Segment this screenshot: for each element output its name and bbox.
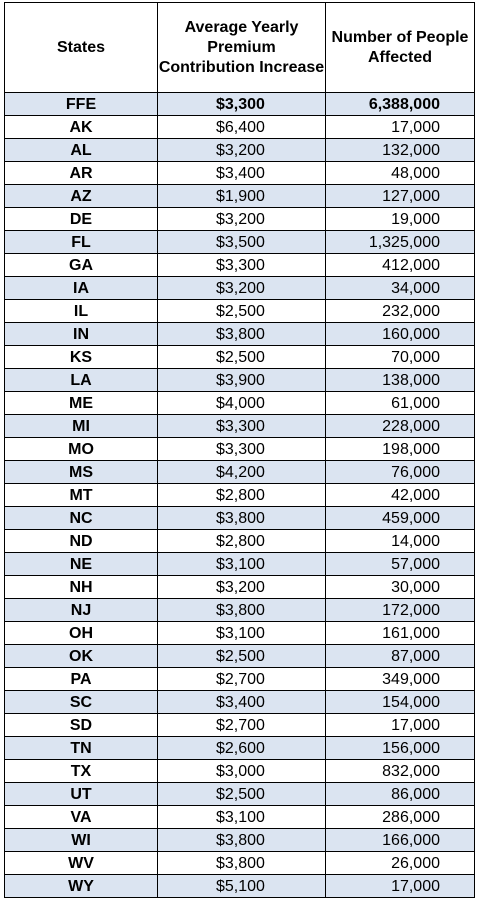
people-affected-cell: 160,000 <box>326 323 475 346</box>
table-row <box>5 93 475 116</box>
state-cell: IN <box>5 323 158 346</box>
table-row <box>5 622 475 645</box>
table-row <box>5 415 475 438</box>
people-affected-cell: 172,000 <box>326 599 475 622</box>
premium-cell: $6,400 <box>158 116 326 139</box>
state-cell: NE <box>5 553 158 576</box>
premium-cell: $2,800 <box>158 530 326 553</box>
people-affected-cell: 412,000 <box>326 254 475 277</box>
table-row <box>5 645 475 668</box>
table-row <box>5 254 475 277</box>
table-row <box>5 139 475 162</box>
table-row <box>5 599 475 622</box>
state-cell: KS <box>5 346 158 369</box>
state-cell: AZ <box>5 185 158 208</box>
premium-cell: $3,200 <box>158 277 326 300</box>
people-affected-cell: 86,000 <box>326 783 475 806</box>
table-row <box>5 369 475 392</box>
state-cell: NC <box>5 507 158 530</box>
premium-cell: $2,500 <box>158 783 326 806</box>
table-row <box>5 346 475 369</box>
people-affected-cell: 48,000 <box>326 162 475 185</box>
state-cell: SD <box>5 714 158 737</box>
people-affected-cell: 17,000 <box>326 116 475 139</box>
premium-cell: $2,700 <box>158 668 326 691</box>
table-row <box>5 783 475 806</box>
table-row <box>5 323 475 346</box>
state-cell: FL <box>5 231 158 254</box>
header-people-affected: Number of People Affected <box>326 3 475 93</box>
people-affected-cell: 138,000 <box>326 369 475 392</box>
premium-cell: $4,200 <box>158 461 326 484</box>
people-affected-cell: 34,000 <box>326 277 475 300</box>
premium-cell: $3,100 <box>158 806 326 829</box>
table-body <box>5 93 475 898</box>
premium-cell: $3,000 <box>158 760 326 783</box>
people-affected-cell: 30,000 <box>326 576 475 599</box>
premium-cell: $5,100 <box>158 875 326 898</box>
people-affected-cell: 232,000 <box>326 300 475 323</box>
state-cell: MO <box>5 438 158 461</box>
premium-cell: $2,500 <box>158 645 326 668</box>
premium-cell: $3,100 <box>158 553 326 576</box>
state-cell: AL <box>5 139 158 162</box>
table-row <box>5 185 475 208</box>
table-row <box>5 530 475 553</box>
table-row <box>5 461 475 484</box>
people-affected-cell: 57,000 <box>326 553 475 576</box>
state-cell: MT <box>5 484 158 507</box>
state-cell: NH <box>5 576 158 599</box>
table-row <box>5 484 475 507</box>
premium-cell: $3,300 <box>158 254 326 277</box>
state-cell: OK <box>5 645 158 668</box>
state-cell: TN <box>5 737 158 760</box>
table-row <box>5 737 475 760</box>
state-cell: GA <box>5 254 158 277</box>
people-affected-cell: 17,000 <box>326 714 475 737</box>
state-cell: NJ <box>5 599 158 622</box>
premium-cell: $3,300 <box>158 415 326 438</box>
premium-increase-table <box>4 2 475 898</box>
premium-cell: $3,200 <box>158 139 326 162</box>
premium-cell: $3,800 <box>158 852 326 875</box>
premium-cell: $3,300 <box>158 93 326 116</box>
table-row <box>5 668 475 691</box>
table-row <box>5 300 475 323</box>
premium-cell: $3,500 <box>158 231 326 254</box>
people-affected-cell: 14,000 <box>326 530 475 553</box>
table-row <box>5 277 475 300</box>
table-row <box>5 714 475 737</box>
state-cell: MS <box>5 461 158 484</box>
state-cell: SC <box>5 691 158 714</box>
state-cell: ND <box>5 530 158 553</box>
premium-cell: $3,300 <box>158 438 326 461</box>
state-cell: VA <box>5 806 158 829</box>
table-row <box>5 806 475 829</box>
table-row <box>5 231 475 254</box>
header-states: States <box>5 3 158 93</box>
premium-cell: $3,200 <box>158 208 326 231</box>
state-cell: MI <box>5 415 158 438</box>
people-affected-cell: 228,000 <box>326 415 475 438</box>
table-row <box>5 829 475 852</box>
people-affected-cell: 76,000 <box>326 461 475 484</box>
people-affected-cell: 6,388,000 <box>326 93 475 116</box>
people-affected-cell: 154,000 <box>326 691 475 714</box>
people-affected-cell: 1,325,000 <box>326 231 475 254</box>
table-row <box>5 576 475 599</box>
table-row <box>5 553 475 576</box>
people-affected-cell: 166,000 <box>326 829 475 852</box>
state-cell: FFE <box>5 93 158 116</box>
people-affected-cell: 19,000 <box>326 208 475 231</box>
state-cell: WY <box>5 875 158 898</box>
people-affected-cell: 161,000 <box>326 622 475 645</box>
premium-cell: $3,900 <box>158 369 326 392</box>
people-affected-cell: 42,000 <box>326 484 475 507</box>
header-premium-increase: Average Yearly Premium Contribution Increase <box>158 3 326 93</box>
people-affected-cell: 26,000 <box>326 852 475 875</box>
people-affected-cell: 198,000 <box>326 438 475 461</box>
premium-cell: $3,800 <box>158 829 326 852</box>
people-affected-cell: 156,000 <box>326 737 475 760</box>
premium-cell: $2,500 <box>158 300 326 323</box>
table-row <box>5 875 475 898</box>
premium-cell: $3,400 <box>158 162 326 185</box>
table-row <box>5 392 475 415</box>
people-affected-cell: 17,000 <box>326 875 475 898</box>
table-row <box>5 852 475 875</box>
premium-cell: $2,700 <box>158 714 326 737</box>
people-affected-cell: 459,000 <box>326 507 475 530</box>
people-affected-cell: 286,000 <box>326 806 475 829</box>
state-cell: IL <box>5 300 158 323</box>
state-cell: LA <box>5 369 158 392</box>
state-cell: AR <box>5 162 158 185</box>
table-row <box>5 691 475 714</box>
premium-cell: $3,800 <box>158 507 326 530</box>
state-cell: UT <box>5 783 158 806</box>
people-affected-cell: 832,000 <box>326 760 475 783</box>
people-affected-cell: 87,000 <box>326 645 475 668</box>
state-cell: TX <box>5 760 158 783</box>
people-affected-cell: 127,000 <box>326 185 475 208</box>
premium-cell: $3,800 <box>158 323 326 346</box>
table-row <box>5 208 475 231</box>
state-cell: IA <box>5 277 158 300</box>
state-cell: ME <box>5 392 158 415</box>
premium-cell: $3,100 <box>158 622 326 645</box>
people-affected-cell: 70,000 <box>326 346 475 369</box>
table-row <box>5 162 475 185</box>
state-cell: WI <box>5 829 158 852</box>
table-row <box>5 507 475 530</box>
table-row <box>5 760 475 783</box>
header-row <box>5 3 475 93</box>
premium-cell: $3,400 <box>158 691 326 714</box>
table-row <box>5 116 475 139</box>
table-header <box>5 3 475 93</box>
premium-cell: $3,800 <box>158 599 326 622</box>
premium-cell: $2,500 <box>158 346 326 369</box>
state-cell: WV <box>5 852 158 875</box>
state-cell: AK <box>5 116 158 139</box>
state-cell: OH <box>5 622 158 645</box>
premium-cell: $2,800 <box>158 484 326 507</box>
state-cell: DE <box>5 208 158 231</box>
people-affected-cell: 349,000 <box>326 668 475 691</box>
premium-cell: $4,000 <box>158 392 326 415</box>
premium-cell: $3,200 <box>158 576 326 599</box>
state-cell: PA <box>5 668 158 691</box>
people-affected-cell: 61,000 <box>326 392 475 415</box>
premium-cell: $2,600 <box>158 737 326 760</box>
premium-cell: $1,900 <box>158 185 326 208</box>
table-row <box>5 438 475 461</box>
people-affected-cell: 132,000 <box>326 139 475 162</box>
